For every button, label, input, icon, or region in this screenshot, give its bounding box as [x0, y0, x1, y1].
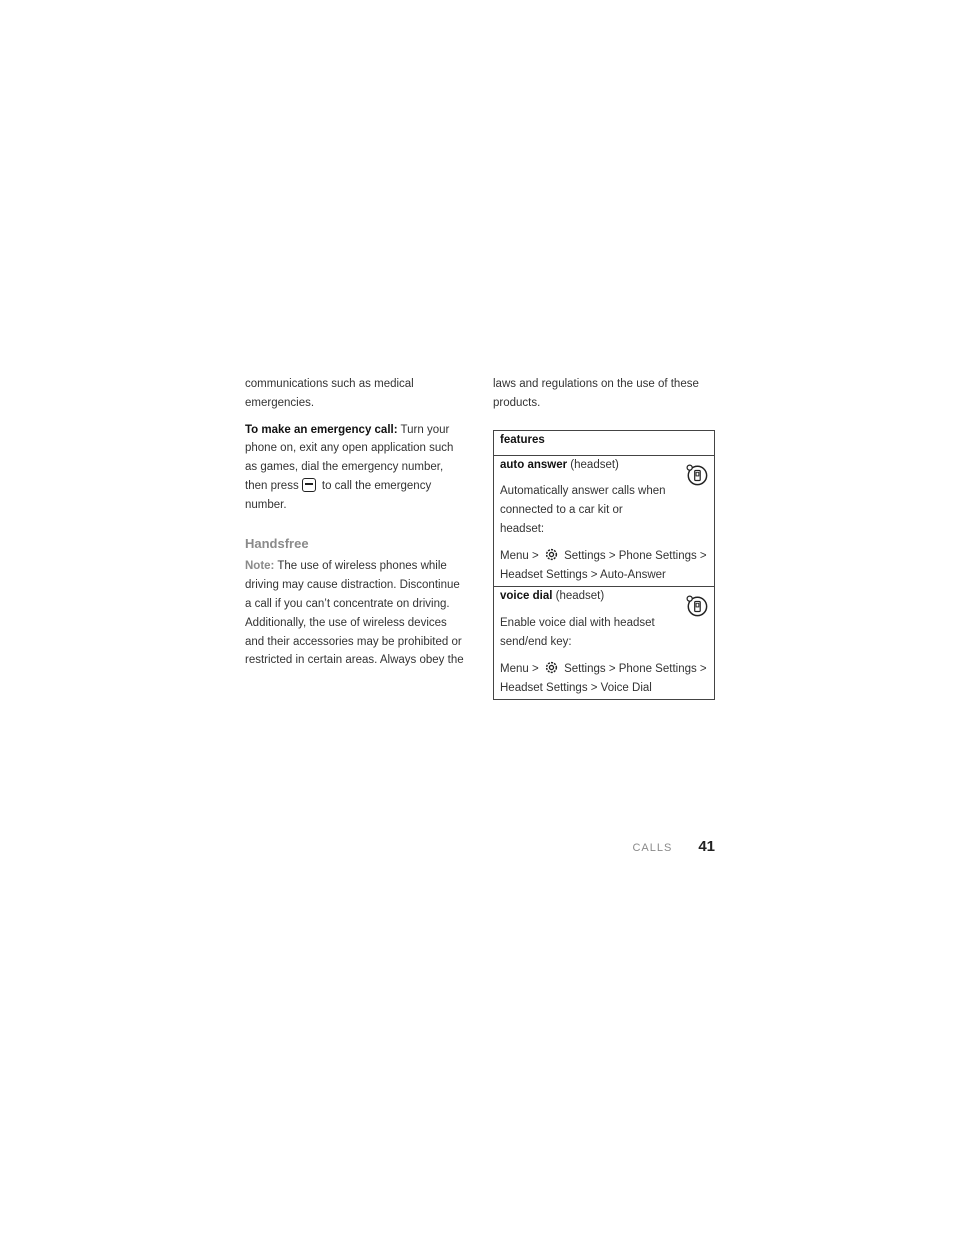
feature-description: Automatically answer calls when connected to a car kit or headset:	[500, 485, 666, 535]
page-number: 41	[698, 838, 715, 855]
right-column	[493, 375, 715, 700]
intro-text-right: laws and regulations on the use of these products.	[493, 378, 699, 409]
feature-qualifier: (headset)	[567, 458, 619, 471]
features-table	[493, 430, 715, 701]
feature-cell	[494, 455, 715, 587]
feature-cell	[494, 587, 715, 700]
emergency-text-2: to call the emergency number.	[245, 479, 432, 511]
feature-qualifier: (headset)	[552, 590, 605, 603]
headset-accessory-icon	[686, 595, 708, 617]
feature-title	[500, 456, 708, 475]
emergency-text-1: Turn your phone on, exit any open application such as games, dial the emergency number, then press	[245, 423, 454, 492]
handsfree-heading: Handsfree	[245, 535, 309, 551]
end-key-icon	[302, 478, 316, 492]
menu-path-start: Menu >	[500, 549, 542, 562]
emergency-label: To make an emergency call:	[245, 423, 398, 436]
feature-name: voice dial	[500, 590, 553, 603]
note-paragraph	[245, 557, 467, 670]
menu-path-rest: Settings > Phone Settings > Headset Settings > Voice Dial	[500, 662, 707, 694]
headset-accessory-icon	[686, 464, 708, 486]
note-text: The use of wireless phones while driving may cause distraction. Discontinue a call if you can’t concentrate on driving. Additionally, the use of wireless devices and their accessories may be prohibited or restricted in certain areas. Always obey the	[245, 560, 464, 667]
settings-gear-icon	[544, 547, 559, 562]
feature-name: auto answer	[500, 458, 568, 471]
feature-title	[500, 587, 708, 606]
feature-menu-path	[500, 547, 708, 585]
note-label: Note:	[245, 560, 275, 573]
menu-path-rest: Settings > Phone Settings > Headset Settings > Auto-Answer	[500, 549, 707, 581]
feature-row	[494, 587, 715, 700]
intro-text: communications such as medical emergencies.	[245, 378, 414, 409]
emergency-paragraph	[245, 421, 467, 515]
features-header: features	[494, 430, 715, 455]
feature-menu-path	[500, 660, 708, 698]
feature-row	[494, 455, 715, 587]
menu-path-start: Menu >	[500, 662, 542, 675]
feature-description: Enable voice dial with headset send/end key:	[500, 617, 655, 648]
settings-gear-icon	[544, 660, 559, 675]
page-footer	[600, 838, 715, 856]
left-column	[245, 375, 467, 670]
footer-section-label: CALLS	[632, 842, 673, 854]
